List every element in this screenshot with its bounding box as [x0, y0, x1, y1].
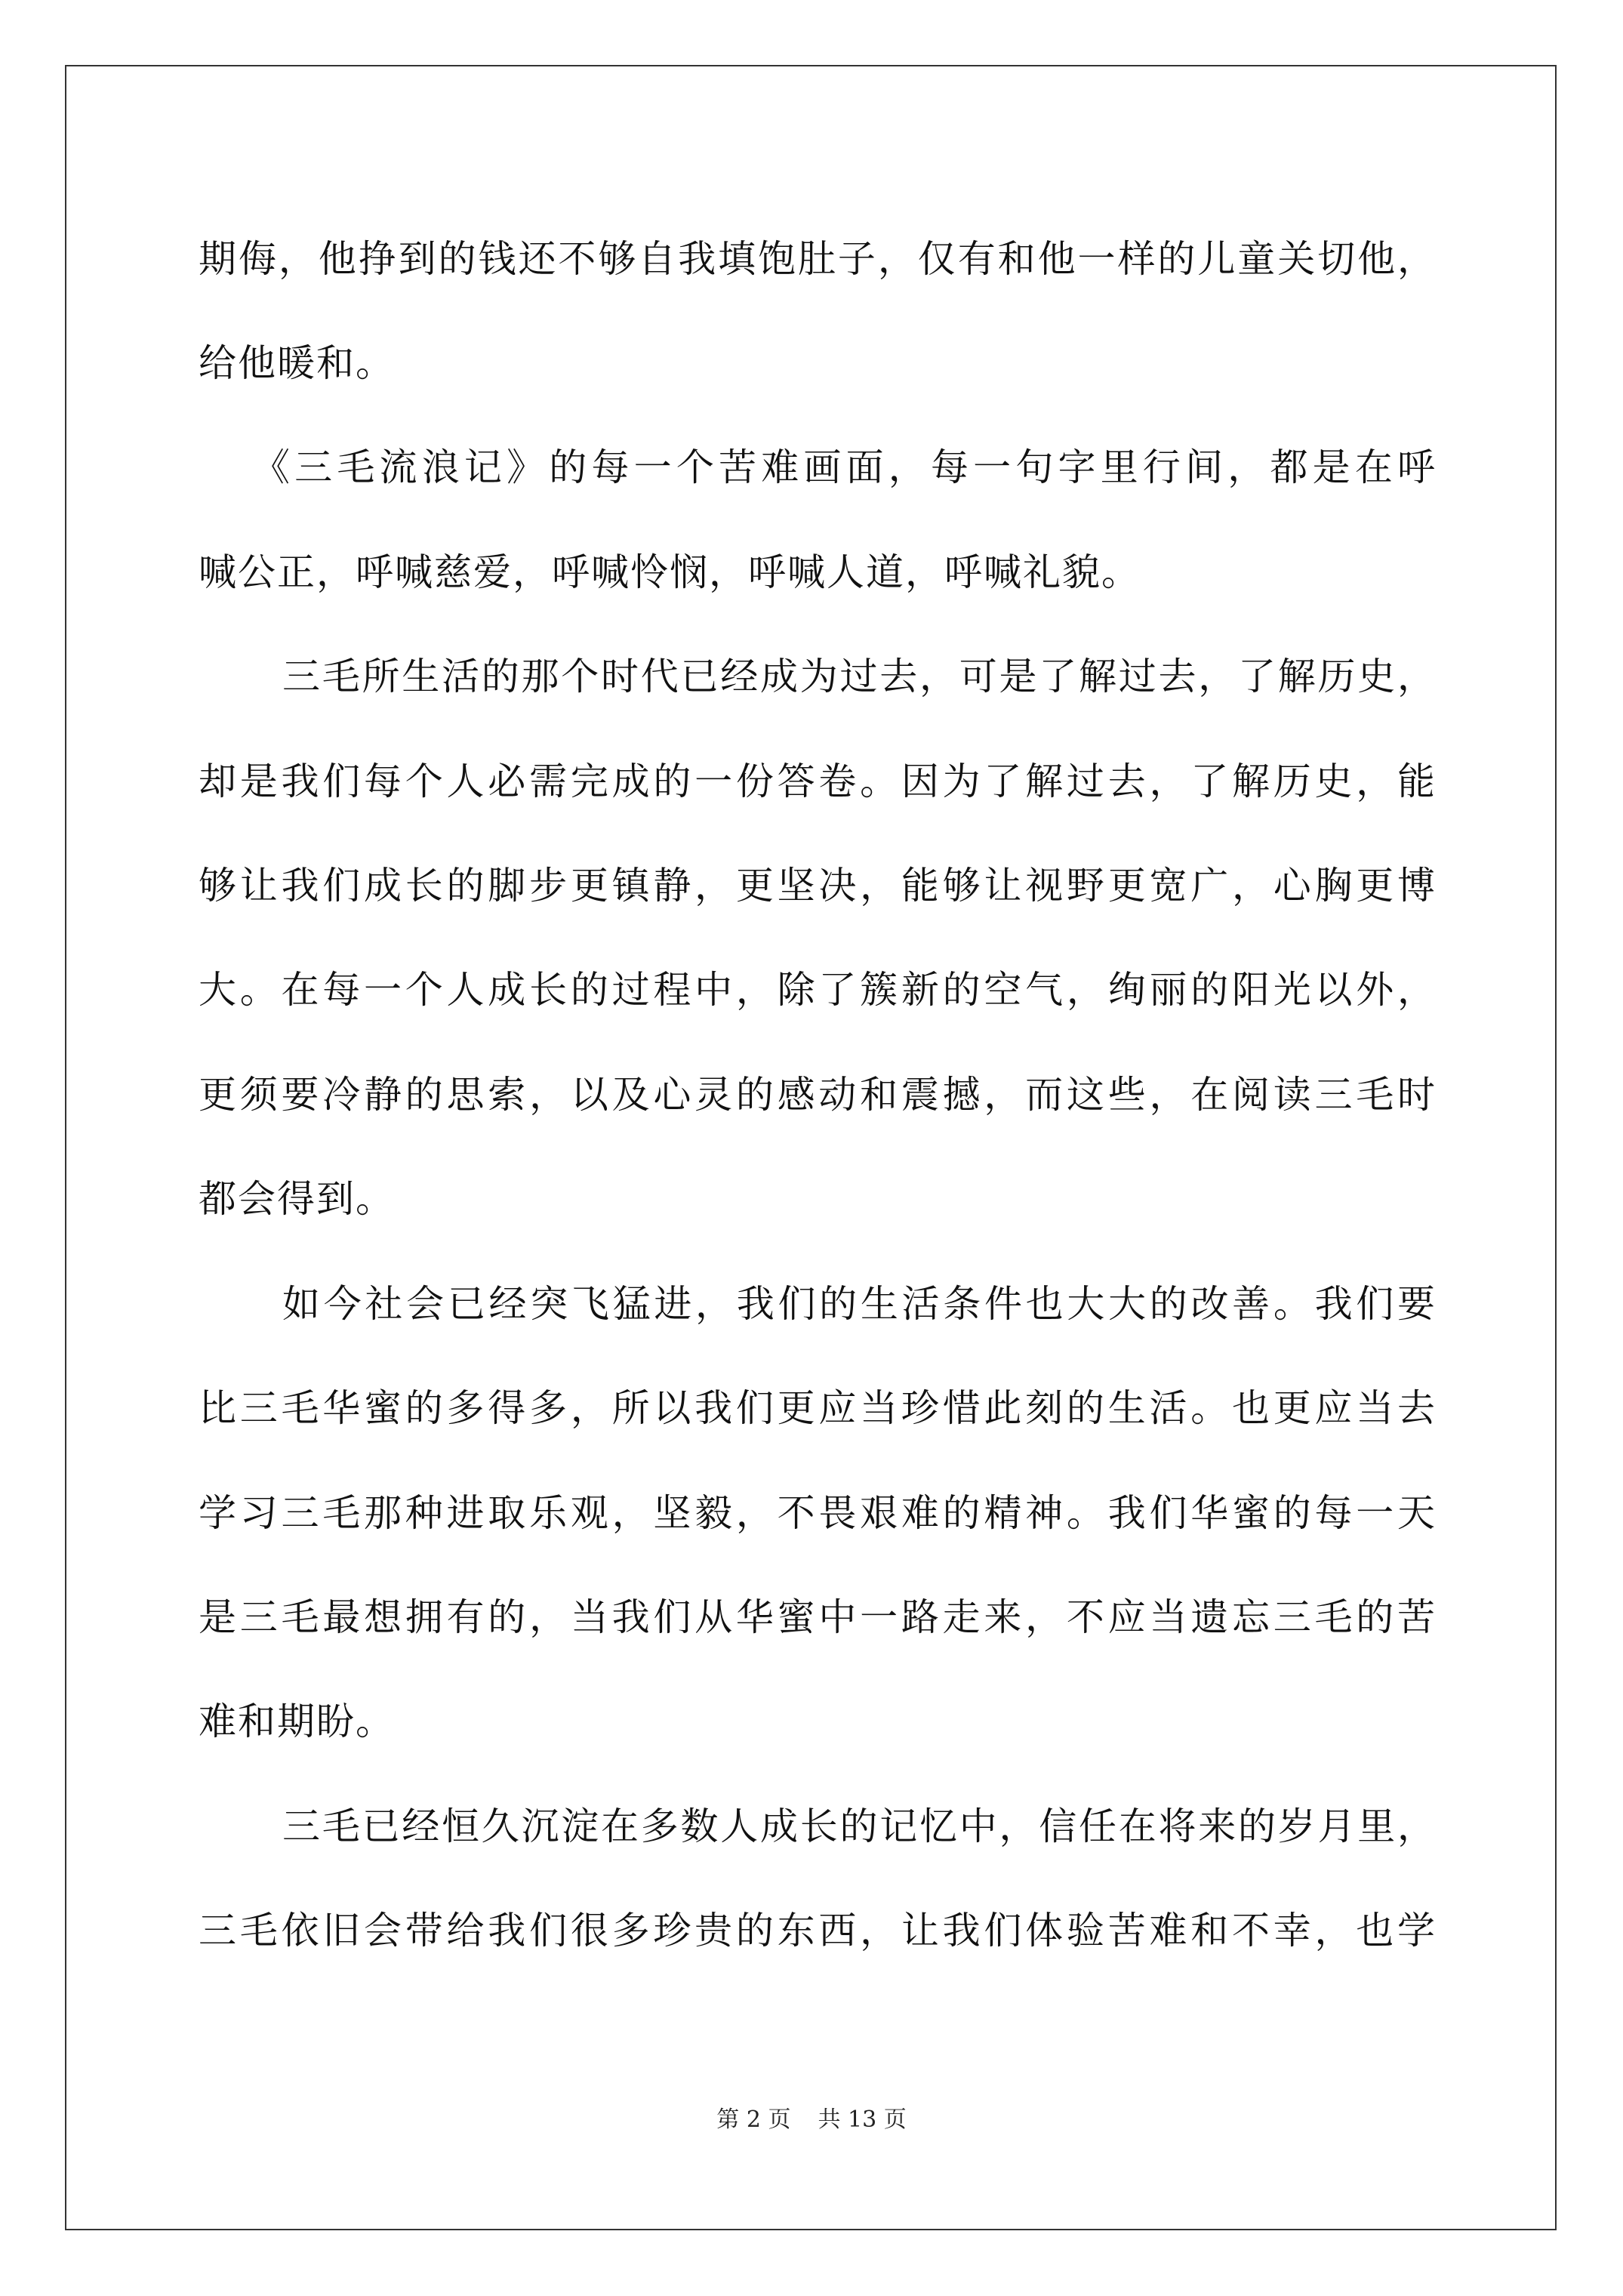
text-line: 都会得到。 [199, 1177, 395, 1221]
text-line: 喊公正，呼喊慈爱，呼喊怜悯，呼喊人道，呼喊礼貌。 [199, 550, 1141, 594]
text-line: 比三毛华蜜的多得多，所以我们更应当珍惜此刻的生活。也更应当去 [199, 1386, 1437, 1430]
page-number: 第 2 页 [716, 2106, 791, 2133]
text-line: 如今社会已经突飞猛进，我们的生活条件也大大的改善。我们要 [282, 1282, 1437, 1326]
text-line: 难和期盼。 [199, 1700, 395, 1743]
page-total: 共 13 页 [818, 2106, 907, 2133]
page-footer [0, 2105, 1623, 2135]
text-line: 更须要冷静的思索，以及心灵的感动和震撼，而这些，在阅读三毛时 [199, 1073, 1437, 1117]
text-line: 却是我们每个人必需完成的一份答卷。因为了解过去，了解历史，能 [199, 760, 1437, 803]
text-line: 给他暖和。 [199, 341, 395, 385]
text-line: 够让我们成长的脚步更镇静，更坚决，能够让视野更宽广，心胸更博 [199, 864, 1437, 908]
text-line: 大。在每一个人成长的过程中，除了簇新的空气，绚丽的阳光以外， [199, 968, 1437, 1012]
text-line: 是三毛最想拥有的，当我们从华蜜中一路走来，不应当遗忘三毛的苦 [199, 1595, 1437, 1639]
text-line: 学习三毛那种进取乐观，坚毅，不畏艰难的精神。我们华蜜的每一天 [199, 1491, 1437, 1535]
text-line: 三毛所生活的那个时代已经成为过去，可是了解过去，了解历史， [282, 655, 1437, 698]
text-line: 三毛已经恒久沉淀在多数人成长的记忆中，信任在将来的岁月里， [282, 1804, 1437, 1848]
text-line: 《三毛流浪记》的每一个苦难画面，每一句字里行间，都是在呼 [252, 445, 1437, 489]
page-border [65, 65, 1557, 2230]
text-line: 期侮，他挣到的钱还不够自我填饱肚子，仅有和他一样的儿童关切他， [199, 237, 1437, 281]
text-line: 三毛依旧会带给我们很多珍贵的东西，让我们体验苦难和不幸，也学 [199, 1909, 1437, 1952]
